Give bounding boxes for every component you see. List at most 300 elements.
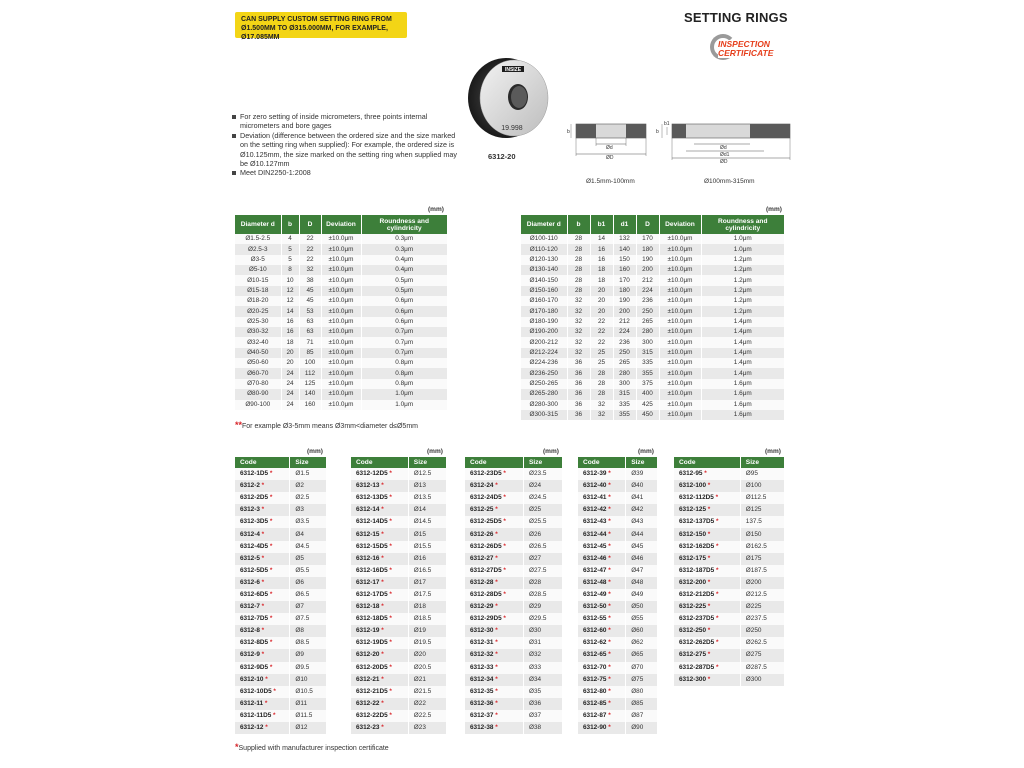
- size-cell: Ø34: [524, 674, 563, 686]
- code-text: 6312-19D5: [356, 639, 388, 647]
- code-cell: [674, 637, 740, 649]
- code-table: [235, 457, 327, 734]
- spec-cell: 1.2μm: [701, 286, 785, 296]
- spec-cell: 140: [299, 389, 321, 399]
- code-text: 6312-31: [470, 639, 494, 647]
- size-cell: Ø13: [408, 480, 446, 492]
- code-row: [674, 492, 785, 504]
- certificate-star: *: [259, 530, 265, 538]
- spec-cell: 20: [590, 306, 613, 316]
- spec-cell: 1.6μm: [701, 410, 785, 420]
- spec-cell: 0.5μm: [361, 286, 448, 296]
- code-row: [351, 504, 447, 516]
- code-cell: [465, 674, 524, 686]
- certificate-star: *: [706, 530, 711, 538]
- size-cell: Ø22.5: [408, 710, 446, 722]
- certificate-star: *: [263, 699, 268, 707]
- spec-cell: 36: [567, 410, 590, 420]
- size-cell: Ø6.5: [290, 589, 327, 601]
- code-text: 6312-6: [240, 578, 260, 586]
- size-cell: Ø46: [626, 553, 658, 565]
- col-roundness: Roundness and cylindricity: [361, 215, 448, 234]
- code-row: [578, 528, 658, 540]
- code-row: [578, 613, 658, 625]
- spec-cell: 32: [567, 337, 590, 347]
- spec-cell: 265: [613, 358, 636, 368]
- code-cell: [465, 710, 524, 722]
- code-row: [465, 504, 563, 516]
- certificate-star: *: [606, 639, 611, 647]
- spec-table-large: [521, 215, 785, 420]
- certificate-star: *: [493, 482, 498, 490]
- code-text: 6312-16: [356, 554, 380, 562]
- spec-row: [521, 317, 785, 327]
- spec-cell: Ø100-110: [521, 234, 567, 244]
- code-cell: [235, 722, 290, 734]
- certificate-star: *: [606, 494, 611, 502]
- spec-cell: 1.4μm: [701, 327, 785, 337]
- certificate-star: *: [379, 578, 384, 586]
- spec-cell: 1.2μm: [701, 275, 785, 285]
- certificate-star: *: [493, 663, 498, 671]
- size-cell: Ø24.5: [524, 492, 563, 504]
- code-table: [674, 457, 785, 686]
- certificate-star: *: [606, 470, 611, 478]
- spec-cell: Ø32-40: [235, 337, 281, 347]
- code-cell: [351, 674, 408, 686]
- spec-cell: 10: [281, 275, 299, 285]
- certificate-star: *: [606, 724, 611, 732]
- spec-cell: 236: [613, 337, 636, 347]
- code-text: 6312-300: [679, 675, 707, 683]
- size-cell: Ø12: [290, 722, 327, 734]
- code-cell: [674, 577, 740, 589]
- code-cell: [674, 601, 740, 613]
- code-row: [465, 541, 563, 553]
- code-table: [578, 457, 658, 734]
- size-cell: Ø1.5: [290, 468, 327, 480]
- code-row: [351, 516, 447, 528]
- spec-cell: ±10.0μm: [659, 337, 701, 347]
- size-cell: Ø2.5: [290, 492, 327, 504]
- spec-cell: 20: [590, 296, 613, 306]
- spec-cell: Ø150-160: [521, 286, 567, 296]
- spec-cell: 190: [636, 255, 659, 265]
- code-row: [235, 613, 327, 625]
- code-text: 6312-15D5: [356, 542, 388, 550]
- certificate-star: *: [606, 482, 611, 490]
- spec-cell: 16: [281, 327, 299, 337]
- code-cell: [578, 480, 626, 492]
- spec-cell: 300: [636, 337, 659, 347]
- code-row: [351, 577, 447, 589]
- code-text: 6312-65: [583, 651, 607, 659]
- code-cell: [351, 625, 408, 637]
- certificate-star: *: [259, 482, 265, 490]
- size-cell: Ø19: [408, 625, 446, 637]
- spec-row: [521, 410, 785, 420]
- certificate-star: *: [493, 711, 498, 719]
- spec-cell: ±10.0μm: [659, 410, 701, 420]
- spec-cell: 280: [636, 327, 659, 337]
- spec-row: [235, 379, 448, 389]
- spec-cell: Ø130-140: [521, 265, 567, 275]
- code-cell: [578, 541, 626, 553]
- spec-cell: Ø2.5-3: [235, 244, 281, 254]
- spec-cell: ±10.0μm: [659, 368, 701, 378]
- ring-brand-text: INSIZE: [504, 67, 522, 73]
- certificate-star: *: [606, 663, 611, 671]
- spec-cell: 24: [281, 389, 299, 399]
- code-cell: [465, 480, 524, 492]
- code-cell: [578, 516, 626, 528]
- code-row: [235, 662, 327, 674]
- code-row: [235, 722, 327, 734]
- code-row: [351, 553, 447, 565]
- code-row: [674, 577, 785, 589]
- code-row: [465, 492, 563, 504]
- code-text: 6312-22D5: [356, 711, 388, 719]
- spec-cell: 16: [590, 255, 613, 265]
- spec-cell: 63: [299, 317, 321, 327]
- unit-label: (mm): [766, 206, 782, 213]
- spec-cell: Ø10-15: [235, 275, 281, 285]
- spec-row: [235, 317, 448, 327]
- code-text: 6312-25D5: [470, 518, 502, 526]
- size-cell: Ø21.5: [408, 686, 446, 698]
- spec-row: [521, 358, 785, 368]
- certificate-star: *: [379, 506, 384, 514]
- code-cell: [235, 565, 290, 577]
- code-text: 6312-14: [356, 506, 380, 514]
- code-text: 6312-5D5: [240, 566, 269, 574]
- code-cell: [351, 528, 408, 540]
- spec-cell: 0.6μm: [361, 306, 448, 316]
- certificate-star: *: [501, 518, 506, 526]
- spec-cell: ±10.0μm: [321, 400, 361, 410]
- dim-b: b: [656, 129, 659, 135]
- spec-cell: 32: [590, 410, 613, 420]
- code-cell: [578, 722, 626, 734]
- col-size: Size: [626, 457, 658, 468]
- code-cell: [351, 492, 408, 504]
- ring-size-text: 19.998: [501, 125, 523, 132]
- code-cell: [578, 710, 626, 722]
- certificate-star: *: [259, 554, 265, 562]
- code-cell: [351, 649, 408, 661]
- size-cell: Ø4: [290, 528, 327, 540]
- code-row: [351, 698, 447, 710]
- code-text: 6312-90: [583, 724, 607, 732]
- code-text: 6312-18: [356, 603, 380, 611]
- certificate-star: *: [606, 651, 611, 659]
- code-cell: [235, 468, 290, 480]
- spec-cell: 150: [613, 255, 636, 265]
- spec-cell: 425: [636, 400, 659, 410]
- size-cell: Ø47: [626, 565, 658, 577]
- size-cell: 137.5: [740, 516, 784, 528]
- code-text: 6312-36: [470, 699, 494, 707]
- size-cell: Ø25: [524, 504, 563, 516]
- certificate-star: *: [379, 627, 384, 635]
- code-text: 6312-26D5: [470, 542, 502, 550]
- code-text: 6312-22: [356, 699, 380, 707]
- code-table: [351, 457, 447, 734]
- certificate-star: *: [387, 518, 392, 526]
- spec-cell: ±10.0μm: [321, 286, 361, 296]
- large-ring-diagram: [654, 116, 794, 170]
- code-row: [578, 601, 658, 613]
- code-cell: [235, 601, 290, 613]
- feature-item: Meet DIN2250-1:2008: [232, 168, 457, 177]
- spec-cell: 0.7μm: [361, 348, 448, 358]
- code-cell: [674, 565, 740, 577]
- spec-cell: ±10.0μm: [659, 348, 701, 358]
- dim-b: b: [567, 129, 570, 135]
- certificate-star: *: [706, 651, 711, 659]
- code-text: 6312-30: [470, 627, 494, 635]
- certificate-star: *: [702, 470, 707, 478]
- certificate-star: *: [268, 494, 273, 502]
- code-row: [235, 528, 327, 540]
- code-row: [674, 468, 785, 480]
- certificate-star: *: [606, 518, 611, 526]
- size-cell: Ø50: [626, 601, 658, 613]
- size-cell: Ø112.5: [740, 492, 784, 504]
- spec-cell: 22: [299, 244, 321, 254]
- code-text: 6312-29D5: [470, 615, 502, 623]
- code-cell: [465, 649, 524, 661]
- size-cell: Ø15.5: [408, 541, 446, 553]
- code-row: [351, 565, 447, 577]
- code-cell: [578, 553, 626, 565]
- size-cell: Ø300: [740, 674, 784, 686]
- spec-cell: 32: [299, 265, 321, 275]
- code-cell: [351, 504, 408, 516]
- code-row: [351, 601, 447, 613]
- size-cell: Ø70: [626, 662, 658, 674]
- spec-row: [521, 306, 785, 316]
- code-row: [465, 649, 563, 661]
- spec-cell: 315: [636, 348, 659, 358]
- size-cell: Ø200: [740, 577, 784, 589]
- spec-row: [235, 389, 448, 399]
- spec-row: [521, 296, 785, 306]
- certificate-star: *: [706, 482, 711, 490]
- spec-cell: ±10.0μm: [321, 265, 361, 275]
- certificate-star: *: [379, 724, 384, 732]
- spec-cell: 200: [636, 265, 659, 275]
- spec-cell: 0.5μm: [361, 275, 448, 285]
- spec-cell: 0.3μm: [361, 244, 448, 254]
- certificate-star: *: [379, 675, 384, 683]
- size-cell: Ø225: [740, 601, 784, 613]
- code-text: 6312-2: [240, 482, 260, 490]
- spec-cell: 45: [299, 286, 321, 296]
- certificate-star: *: [493, 554, 498, 562]
- certificate-star: *: [268, 566, 273, 574]
- size-cell: Ø62: [626, 637, 658, 649]
- spec-cell: 400: [636, 389, 659, 399]
- code-row: [351, 637, 447, 649]
- col-deviation: Deviation: [321, 215, 361, 234]
- spec-cell: Ø160-170: [521, 296, 567, 306]
- certificate-star: *: [606, 627, 611, 635]
- size-cell: Ø275: [740, 649, 784, 661]
- certificate-star: *: [387, 711, 392, 719]
- code-text: 6312-3D5: [240, 518, 269, 526]
- size-cell: Ø45: [626, 541, 658, 553]
- code-text: 6312-27D5: [470, 566, 502, 574]
- spec-cell: 20: [590, 286, 613, 296]
- code-text: 6312-11D5: [240, 711, 272, 719]
- size-cell: Ø26.5: [524, 541, 563, 553]
- code-text: 6312-5: [240, 554, 260, 562]
- certificate-star: *: [606, 603, 611, 611]
- spec-cell: 32: [567, 327, 590, 337]
- spec-row: [235, 286, 448, 296]
- spec-cell: ±10.0μm: [321, 368, 361, 378]
- size-cell: Ø8: [290, 625, 327, 637]
- certificate-star: *: [501, 590, 506, 598]
- size-cell: Ø27.5: [524, 565, 563, 577]
- code-text: 6312-75: [583, 675, 607, 683]
- size-cell: Ø31: [524, 637, 563, 649]
- size-cell: Ø29: [524, 601, 563, 613]
- code-cell: [465, 516, 524, 528]
- code-row: [674, 637, 785, 649]
- certificate-star: *: [387, 590, 392, 598]
- spec-cell: Ø90-100: [235, 400, 281, 410]
- certificate-star: *: [268, 615, 273, 623]
- size-cell: Ø24: [524, 480, 563, 492]
- spec-row: [235, 348, 448, 358]
- spec-cell: Ø15-18: [235, 286, 281, 296]
- col-d1: d1: [613, 215, 636, 234]
- size-cell: Ø2: [290, 480, 327, 492]
- spec-cell: 28: [567, 265, 590, 275]
- code-text: 6312-4: [240, 530, 260, 538]
- size-cell: Ø17: [408, 577, 446, 589]
- spec-cell: 0.8μm: [361, 368, 448, 378]
- size-cell: Ø4.5: [290, 541, 327, 553]
- certificate-star: *: [493, 639, 498, 647]
- spec-cell: 132: [613, 234, 636, 244]
- code-cell: [351, 710, 408, 722]
- spec-cell: ±10.0μm: [321, 337, 361, 347]
- code-text: 6312-8: [240, 627, 260, 635]
- code-cell: [465, 553, 524, 565]
- code-cell: [235, 649, 290, 661]
- spec-cell: 18: [590, 265, 613, 275]
- setting-ring-image: [464, 52, 554, 142]
- spec-cell: 1.2μm: [701, 265, 785, 275]
- certificate-star: *: [259, 627, 265, 635]
- code-row: [351, 674, 447, 686]
- spec-row: [235, 234, 448, 244]
- code-row: [235, 565, 327, 577]
- code-cell: [465, 637, 524, 649]
- spec-row: [521, 337, 785, 347]
- code-row: [351, 686, 447, 698]
- code-text: 6312-175: [679, 554, 707, 562]
- code-cell: [578, 686, 626, 698]
- spec-cell: ±10.0μm: [659, 389, 701, 399]
- code-text: 6312-38: [470, 724, 494, 732]
- size-cell: Ø26: [524, 528, 563, 540]
- spec-cell: 36: [567, 389, 590, 399]
- size-cell: Ø87: [626, 710, 658, 722]
- spec-cell: 22: [590, 327, 613, 337]
- spec-cell: ±10.0μm: [321, 275, 361, 285]
- code-row: [465, 613, 563, 625]
- spec-row: [521, 275, 785, 285]
- size-cell: Ø17.5: [408, 589, 446, 601]
- spec-cell: 355: [636, 368, 659, 378]
- code-row: [674, 565, 785, 577]
- col-code: Code: [351, 457, 408, 468]
- code-text: 6312-24: [470, 482, 494, 490]
- code-cell: [578, 528, 626, 540]
- certificate-star: *: [387, 566, 392, 574]
- size-cell: Ø10.5: [290, 686, 327, 698]
- size-cell: Ø36: [524, 698, 563, 710]
- code-row: [674, 528, 785, 540]
- code-cell: [674, 516, 740, 528]
- spec-cell: 24: [281, 368, 299, 378]
- code-row: [578, 674, 658, 686]
- spec-row: [521, 255, 785, 265]
- spec-cell: 63: [299, 327, 321, 337]
- code-row: [465, 722, 563, 734]
- spec-cell: 20: [281, 348, 299, 358]
- dim-D: ØD: [720, 159, 728, 165]
- certificate-star: *: [501, 566, 506, 574]
- spec-cell: Ø190-200: [521, 327, 567, 337]
- code-text: 6312-47: [583, 566, 607, 574]
- code-cell: [465, 601, 524, 613]
- code-cell: [465, 698, 524, 710]
- size-cell: Ø29.5: [524, 613, 563, 625]
- spec-row: [521, 286, 785, 296]
- code-text: 6312-21D5: [356, 687, 388, 695]
- code-cell: [351, 637, 408, 649]
- footnote-text: Supplied with manufacturer inspection certificate: [238, 745, 389, 752]
- code-cell: [351, 516, 408, 528]
- code-row: [235, 492, 327, 504]
- spec-cell: 32: [567, 296, 590, 306]
- spec-cell: 1.0μm: [701, 234, 785, 244]
- code-row: [351, 589, 447, 601]
- certificate-star: *: [501, 494, 506, 502]
- code-text: 6312-39: [583, 470, 607, 478]
- size-cell: Ø14: [408, 504, 446, 516]
- code-row: [235, 516, 327, 528]
- spec-cell: ±10.0μm: [659, 327, 701, 337]
- spec-cell: ±10.0μm: [659, 286, 701, 296]
- feature-item: Deviation (difference between the ordered size and the size marked on the setting ring when supplied): For example, the ordered size is Ø10.125mm, the size marked on the setting ring when supplied may be Ø10.127mm: [232, 131, 457, 169]
- footnote-star: *: [235, 742, 239, 752]
- diagram2-caption: Ø100mm-315mm: [704, 178, 755, 185]
- code-text: 6312-3: [240, 506, 260, 514]
- code-cell: [578, 492, 626, 504]
- code-row: [578, 710, 658, 722]
- code-cell: [235, 577, 290, 589]
- spec-row: [235, 265, 448, 275]
- code-text: 6312-43: [583, 518, 607, 526]
- code-text: 6312-19: [356, 627, 380, 635]
- certificate-star: *: [493, 687, 498, 695]
